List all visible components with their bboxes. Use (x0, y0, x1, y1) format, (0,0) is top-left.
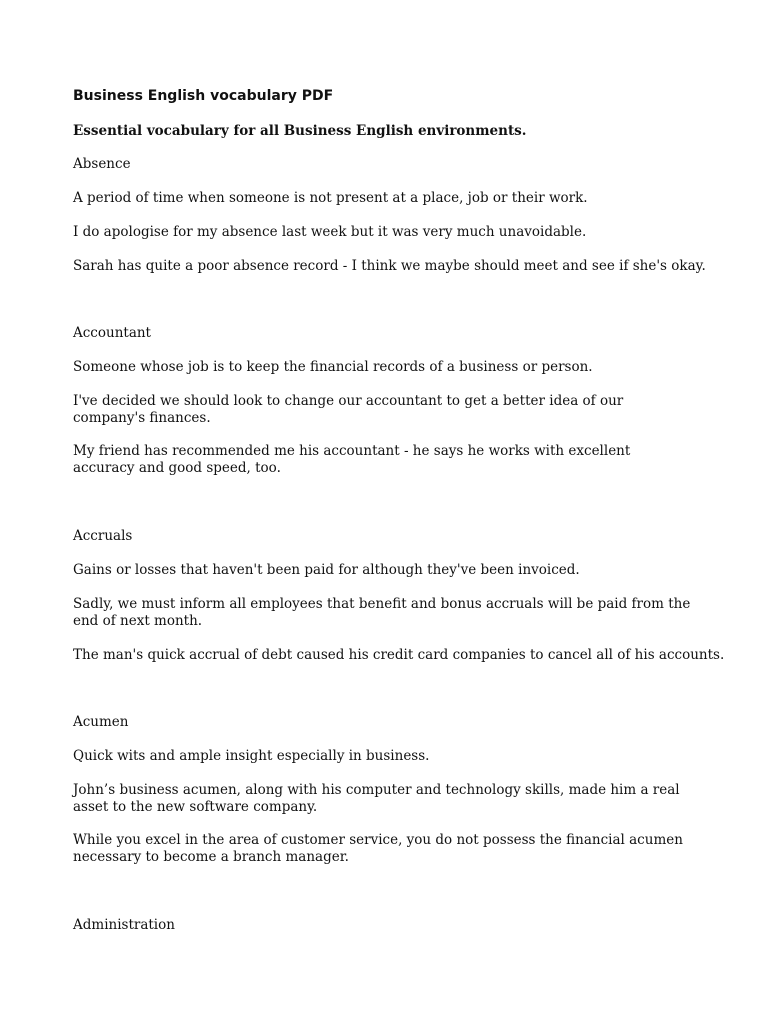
example-accountant-2: My friend has recommended me his accountant - he says he works with excellent accuracy and good speed, too. (73, 443, 631, 476)
example-acumen-2: While you excel in the area of customer service, you do not possess the financial acumen necessary to become a branch manager. (73, 832, 683, 865)
example-acumen-1: John’s business acumen, along with his computer and technology skills, made him a real asset to the new software company. (73, 782, 680, 815)
document-subtitle: Essential vocabulary for all Business English environments. (73, 123, 527, 139)
document-title: Business English vocabulary PDF (73, 88, 334, 104)
example-accruals-2: The man's quick accrual of debt caused his credit card companies to cancel all of his accounts. (73, 647, 725, 663)
term-accountant: Accountant (73, 325, 151, 341)
definition-absence: A period of time when someone is not present at a place, job or their work. (73, 190, 588, 206)
example-absence-2: Sarah has quite a poor absence record - I think we maybe should meet and see if she's okay. (73, 258, 706, 274)
definition-accountant: Someone whose job is to keep the financial records of a business or person. (73, 359, 593, 375)
term-accruals: Accruals (73, 528, 133, 544)
term-acumen: Acumen (73, 714, 129, 730)
term-absence: Absence (73, 156, 131, 172)
example-absence-1: I do apologise for my absence last week but it was very much unavoidable. (73, 224, 587, 240)
example-accruals-1: Sadly, we must inform all employees that benefit and bonus accruals will be paid from the end of next month. (73, 596, 691, 629)
example-accountant-1: I've decided we should look to change our accountant to get a better idea of our company's finances. (73, 393, 624, 426)
definition-accruals: Gains or losses that haven't been paid for although they've been invoiced. (73, 562, 580, 578)
definition-acumen: Quick wits and ample insight especially in business. (73, 748, 430, 764)
term-administration: Administration (73, 917, 175, 933)
